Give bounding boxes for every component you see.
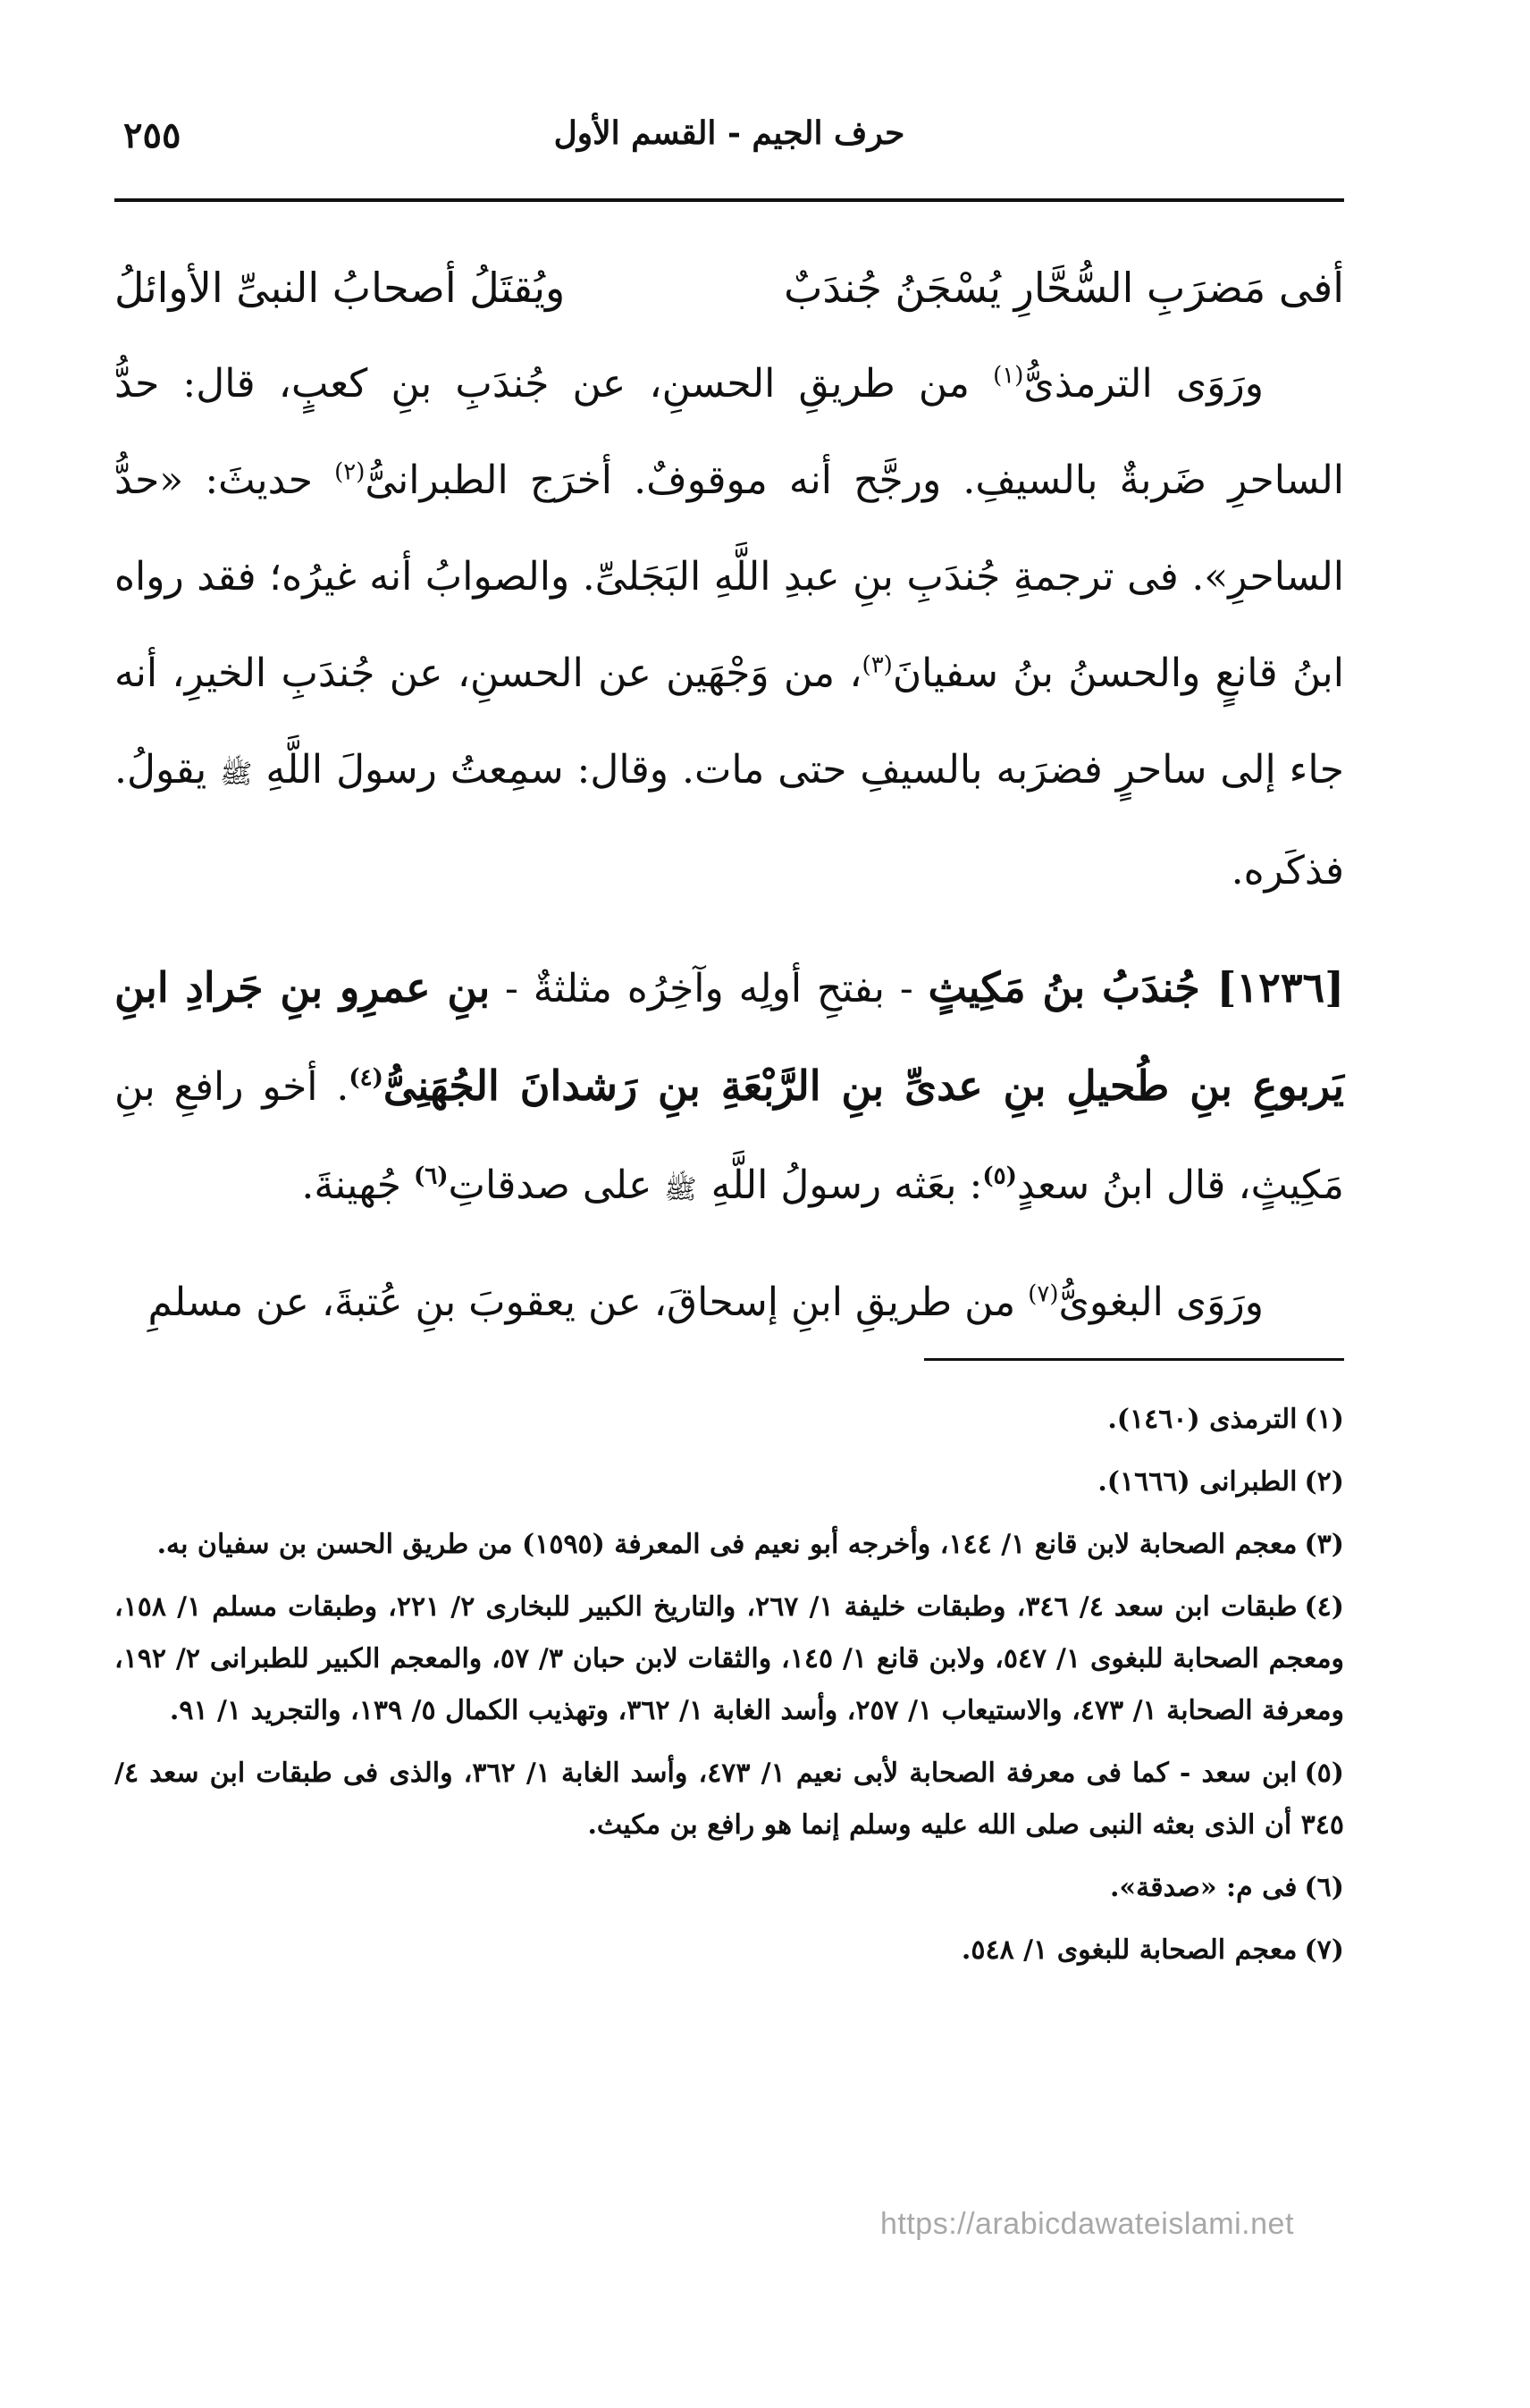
footnote-ref-4[interactable]: (٤)	[349, 1064, 383, 1092]
footnote-text: الطبرانى (١٦٦٦).	[1097, 1466, 1298, 1498]
footnote-text: فى م: «صدقة».	[1109, 1872, 1298, 1903]
footnote-number: (٣)	[1304, 1529, 1344, 1560]
footnote-1	[114, 1394, 1344, 1446]
footnote-text: معجم الصحابة للبغوى ١/ ٥٤٨.	[961, 1934, 1298, 1966]
paragraph-baghawi	[114, 1254, 1344, 1351]
footnote-number: (٢)	[1304, 1466, 1344, 1498]
poem-verse	[114, 239, 1344, 336]
footnote-text: معجم الصحابة لابن قانع ١/ ١٤٤، وأخرجه أبو نعيم فى المعرفة (١٥٩٥) من طريق الحسن بن سفيان به.	[156, 1529, 1298, 1560]
entry-lineage: بنِ عمرِو بنِ جَرادِ ابنِ يَربوعِ بنِ طُحيلِ بنِ عدىِّ بنِ الرَّبْعَةِ بنِ رَشدانَ الجُهَنِىُّ	[114, 963, 1345, 1110]
footnote-ref-3[interactable]: (٣)	[862, 651, 893, 679]
entry-text: جُهينةَ.	[301, 1162, 414, 1208]
footnote-text: ابن سعد - كما فى معرفة الصحابة لأبى نعيم ١/ ٤٧٣، وأسد الغابة ١/ ٣٦٢، والذى فى طبقات ابن سعد ٤/ ٣٤٥ أن الذى بعثه النبى صلى الله عليه وسلم إنما هو رافع بن مكيث.	[114, 1758, 1344, 1841]
paragraph-text: من طريقِ ابنِ إسحاقَ، عن يعقوبَ بنِ عُتبةَ، عن مسلمِ	[147, 1280, 1029, 1325]
entry-name: جُندَبُ بنُ مَكِيثٍ	[928, 963, 1217, 1011]
paragraph-text: حديثَ: «حدُّ الساحرِ». فى ترجمةِ جُندَبِ بنِ عبدِ اللَّهِ البَجَلىِّ. والصوابُ أنه غيرُه؛ فقد رواه ابنُ قانعٍ والحسنُ بنُ سفيانَ	[114, 457, 1344, 696]
footnote-number: (٥)	[1304, 1758, 1344, 1789]
running-header	[123, 114, 1335, 172]
entry-text: : بعَثه رسولُ اللَّهِ	[710, 1162, 983, 1208]
footnote-6	[114, 1862, 1344, 1914]
salla-ligature: ﷺ	[220, 759, 253, 790]
footnote-text: الترمذى (١٤٦٠).	[1107, 1404, 1298, 1435]
footnote-number: (٦)	[1304, 1872, 1344, 1903]
footnote-text: طبقات ابن سعد ٤/ ٣٤٦، وطبقات خليفة ١/ ٢٦٧، والتاريخ الكبير للبخارى ٢/ ٢٢١، وطبقات مسلم ١/ ١٥٨، ومعجم الصحابة للبغوى ١/ ٥٤٧، ولابن قانع ١/ ١٤٥، والثقات لابن حبان ٣/ ٥٧، والمعجم الكبير للطبرانى ٢/ ١٩٢، ومعرفة الصحابة ١/ ٤٧٣، والاستيعاب ١/ ٢٥٧، وأسد الغابة ١/ ٣٦٢، وتهذيب الكمال ٥/ ١٣٩، والتجريد ١/ ٩١.	[114, 1591, 1345, 1726]
paragraph-text: ورَوَى البغوىُّ	[1058, 1280, 1264, 1325]
verse-hemistich-left: ويُقتَلُ أصحابُ النبىِّ الأوائلُ	[114, 264, 566, 312]
footnote-number: (٧)	[1304, 1934, 1344, 1966]
footnote-ref-1[interactable]: (١)	[993, 362, 1024, 390]
verse-hemistich-right: أفى مَضرَبِ السُّحَّارِ يُسْجَنُ جُندَبٌ	[784, 264, 1344, 312]
paragraph-text: من طريقِ الحسنِ، عن جُندَبِ بنِ كعبٍ، قال: حدُّ الساحرِ ضَربةٌ بالسيفِ. ورجَّح أنه موقوفٌ. أخرَج الطبرانىُّ	[114, 361, 1344, 503]
footnote-4	[114, 1582, 1344, 1737]
page-number: ٢٥٥	[123, 114, 181, 156]
entry-text: . أخو رافعِ بنِ مَكِيثٍ، قال ابنُ سعدٍ	[114, 1064, 1344, 1208]
entry-vocalization-note: - بفتحِ أولِه وآخِرُه مثلثةٌ -	[490, 966, 929, 1011]
paragraph-tirmidhi	[114, 336, 1344, 919]
footnote-number: (١)	[1304, 1404, 1344, 1435]
section-title: حرف الجيم - القسم الأول	[553, 114, 905, 152]
entry-number: [١٢٣٦]	[1216, 963, 1344, 1011]
footnote-ref-7[interactable]: (٧)	[1028, 1280, 1059, 1308]
footnote-number: (٤)	[1304, 1591, 1344, 1623]
biography-entry	[114, 939, 1344, 1238]
watermark: https://arabicdawateislami.net	[880, 2207, 1294, 2241]
paragraph-text: يقولُ. فذكَره.	[114, 747, 1344, 894]
main-text	[114, 239, 1344, 1351]
paragraph-text: ورَوَى الترمذىُّ	[1023, 361, 1264, 407]
footnotes	[114, 1394, 1344, 1987]
spacer	[114, 1238, 1344, 1254]
entry-text: على صدقاتِ	[448, 1162, 665, 1208]
footnote-separator	[924, 1358, 1344, 1361]
footnote-ref-5[interactable]: (٥)	[982, 1162, 1017, 1190]
footnote-2	[114, 1456, 1344, 1508]
footnote-3	[114, 1519, 1344, 1571]
footnote-5	[114, 1748, 1344, 1851]
footnote-ref-6[interactable]: (٦)	[413, 1162, 449, 1190]
footnote-ref-2[interactable]: (٢)	[334, 458, 366, 486]
header-rule	[114, 198, 1344, 202]
footnote-7	[114, 1925, 1344, 1976]
paragraph-text: ، من وَجْهَين عن الحسنِ، عن جُندَبِ الخيرِ، أنه جاء إلى ساحرٍ فضرَبه بالسيفِ حتى مات. وقال: سمِعتُ رسولَ اللَّهِ	[114, 650, 1344, 793]
salla-ligature: ﷺ	[664, 1174, 697, 1205]
